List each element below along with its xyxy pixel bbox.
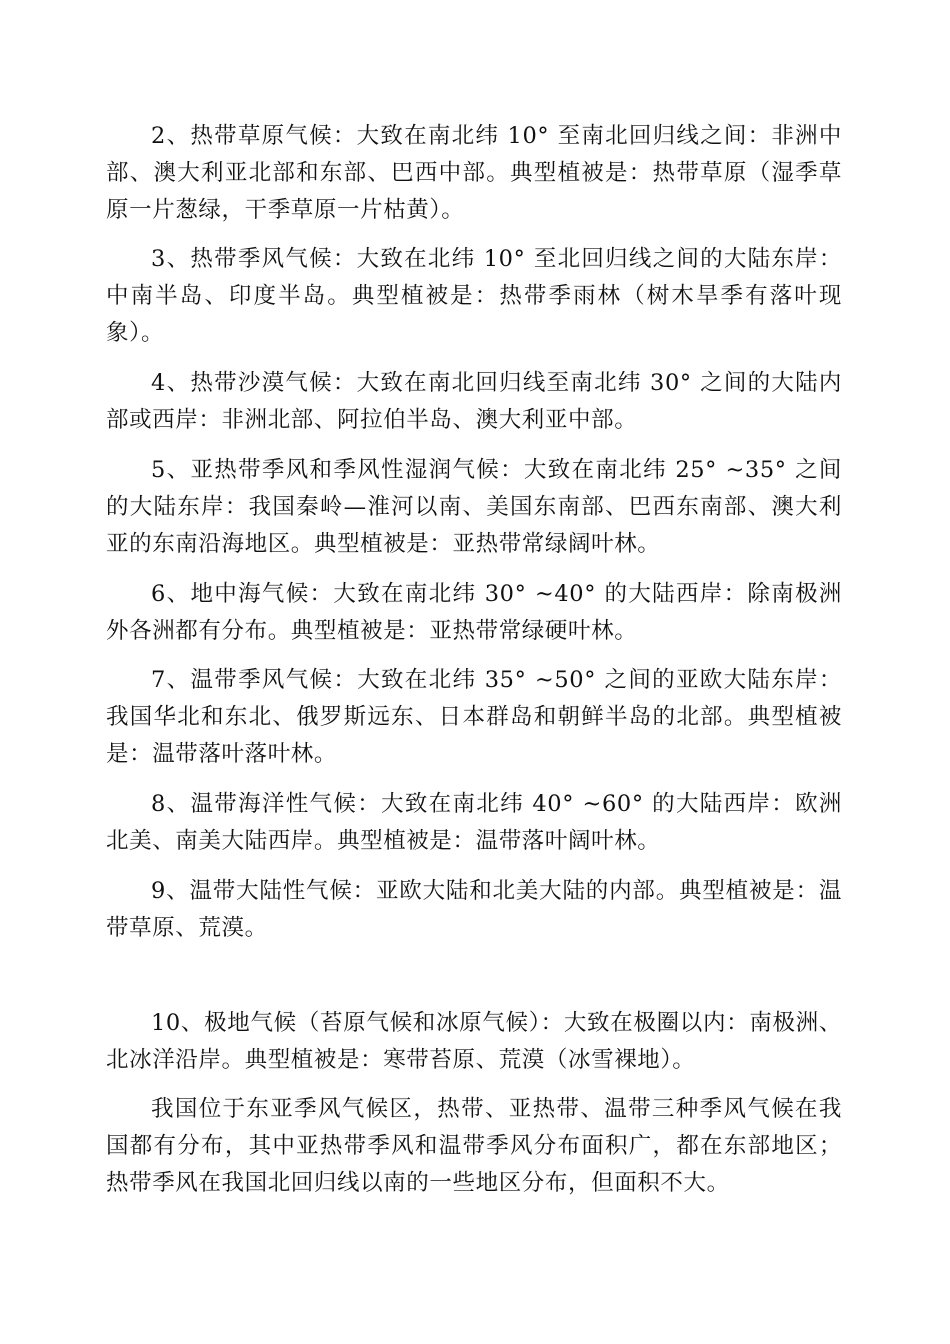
paragraph-tropical-monsoon: 3、热带季风气候：大致在北纬 10° 至北回归线之间的大陆东岸：中南半岛、印度半岛。典型植被是：热带季雨林（树木旱季有落叶现象）。 [106, 246, 842, 346]
paragraph-tropical-desert: 4、热带沙漠气候：大致在南北回归线至南北纬 30° 之间的大陆内部或西岸：非洲北部、阿拉伯半岛、澳大利亚中部。 [106, 370, 842, 433]
paragraph-temperate-monsoon: 7、温带季风气候：大致在北纬 35° ~50° 之间的亚欧大陆东岸：我国华北和东北、俄罗斯远东、日本群岛和朝鲜半岛的北部。典型植被是：温带落叶落叶林。 [106, 667, 842, 767]
paragraph-mediterranean: 6、地中海气候：大致在南北纬 30° ~40° 的大陆西岸：除南极洲外各洲都有分布。典型植被是：亚热带常绿硬叶林。 [106, 581, 842, 644]
paragraph-polar: 10、极地气候（苔原气候和冰原气候）：大致在极圈以内：南极洲、北冰洋沿岸。典型植被是：寒带苔原、荒漠（冰雪裸地）。 [106, 1010, 842, 1073]
paragraph-subtropical-monsoon: 5、亚热带季风和季风性湿润气候：大致在南北纬 25° ~35° 之间的大陆东岸：我国秦岭—淮河以南、美国东南部、巴西东南部、澳大利亚的东南沿海地区。典型植被是：亚热带常绿阔叶林。 [106, 457, 842, 557]
paragraph-temperate-continental: 9、温带大陆性气候：亚欧大陆和北美大陆的内部。典型植被是：温带草原、荒漠。 [106, 878, 842, 941]
paragraph-china-summary: 我国位于东亚季风气候区，热带、亚热带、温带三种季风气候在我国都有分布，其中亚热带季风和温带季风分布面积广，都在东部地区；热带季风在我国北回归线以南的一些地区分布，但面积不大。 [106, 1096, 842, 1196]
paragraph-tropical-savanna: 2、热带草原气候：大致在南北纬 10° 至南北回归线之间：非洲中部、澳大利亚北部和东部、巴西中部。典型植被是：热带草原（湿季草原一片葱绿，干季草原一片枯黄）。 [106, 123, 842, 223]
paragraph-temperate-oceanic: 8、温带海洋性气候：大致在南北纬 40° ~60° 的大陆西岸：欧洲北美、南美大陆西岸。典型植被是：温带落叶阔叶林。 [106, 791, 842, 854]
